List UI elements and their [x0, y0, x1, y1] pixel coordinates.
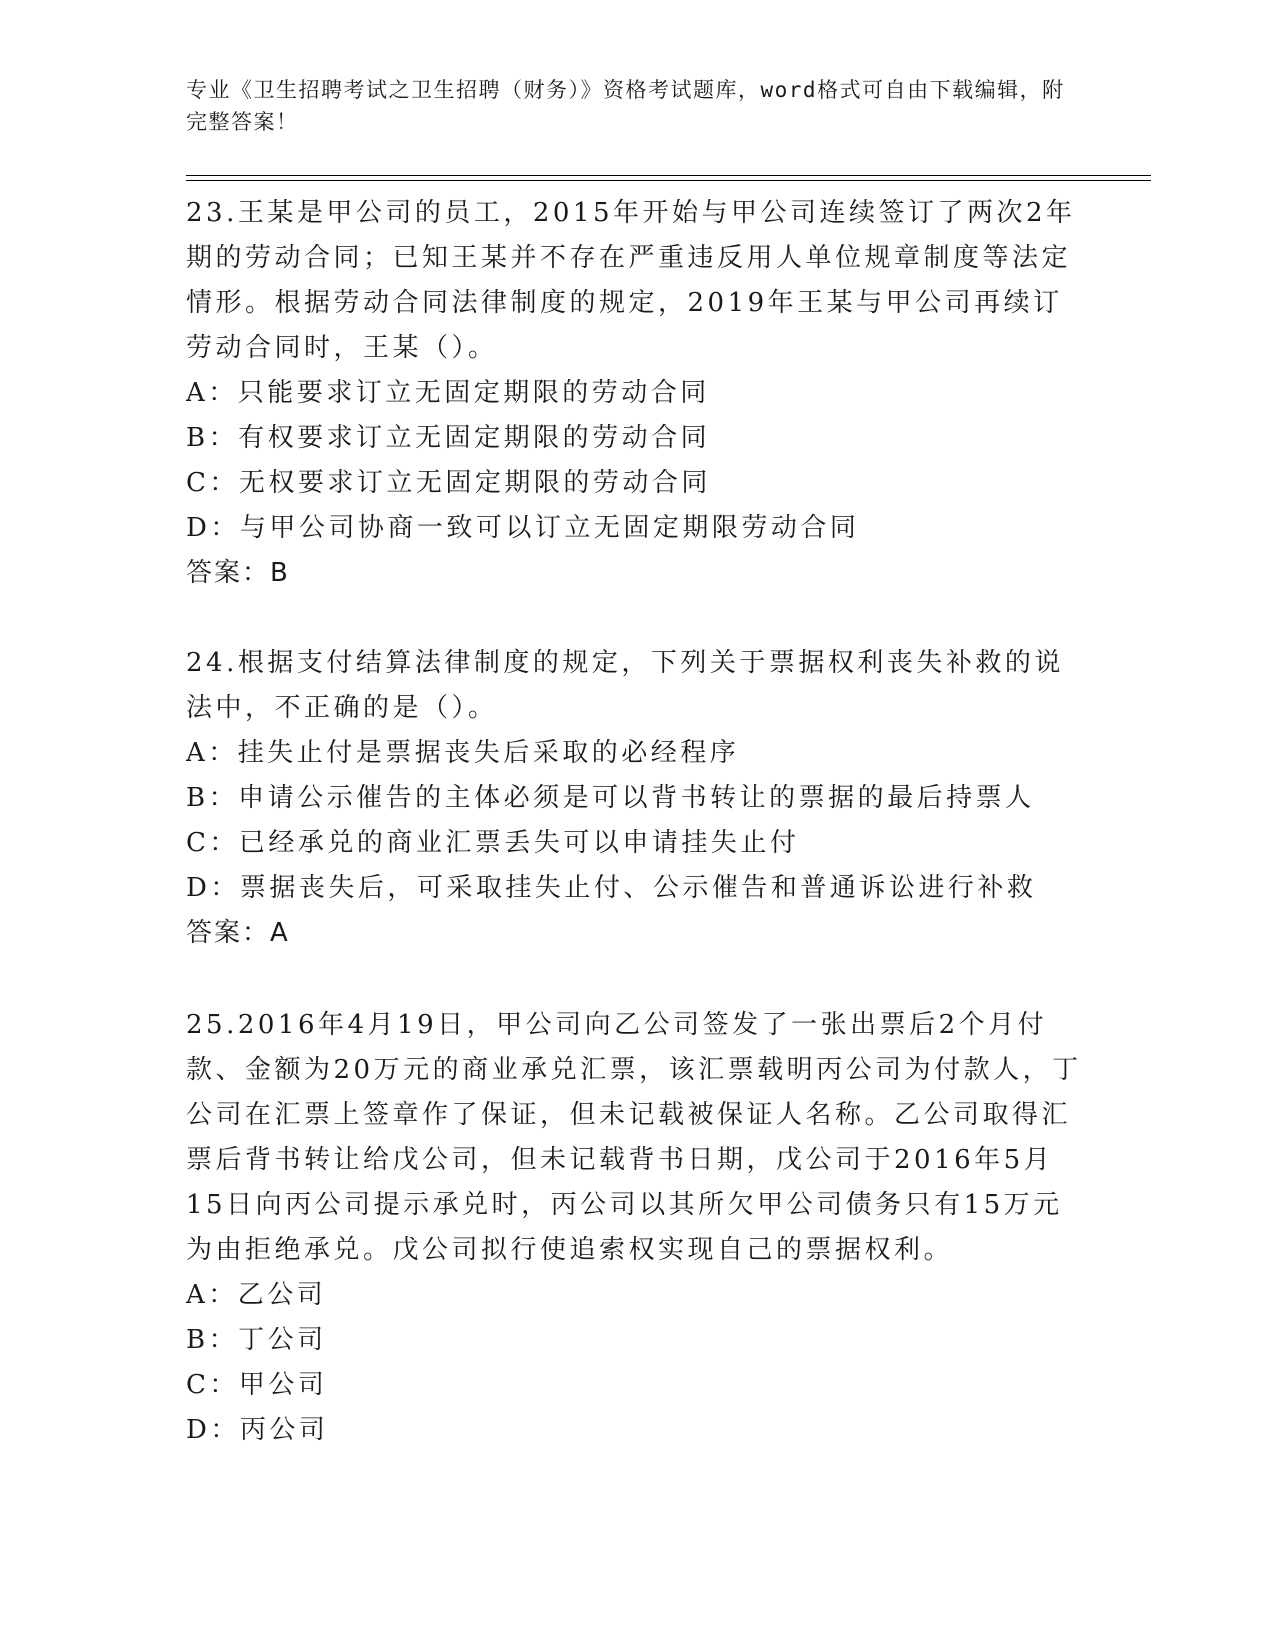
- option-a: A：乙公司: [186, 1280, 327, 1310]
- question-stem: 23.王某是甲公司的员工，2015年开始与甲公司连续签订了两次2年期的劳动合同；已知王某并不存在严重违反用人单位规章制度等法定情形。根据劳动合同法律制度的规定，2019年王某与甲公司再续订劳动合同时，王某（）。: [186, 198, 1076, 363]
- option-d: D：票据丧失后，可采取挂失止付、公示催告和普通诉讼进行补救: [186, 873, 1037, 903]
- option-c: C：已经承兑的商业汇票丢失可以申请挂失止付: [186, 828, 800, 858]
- answer-line: 答案：B: [186, 558, 290, 588]
- option-a: A：只能要求订立无固定期限的劳动合同: [186, 378, 710, 408]
- option-c: C：甲公司: [186, 1370, 328, 1400]
- option-c: C：无权要求订立无固定期限的劳动合同: [186, 468, 711, 498]
- question-stem: 25.2016年4月19日，甲公司向乙公司签发了一张出票后2个月付款、金额为20万元的商业承兑汇票，该汇票载明丙公司为付款人，丁公司在汇票上签章作了保证，但未记载被保证人名称。乙公司取得汇票后背书转让给戊公司，但未记载背书日期，戊公司于2016年5月15日向丙公司提示承兑时，丙公司以其所欠甲公司债务只有15万元为由拒绝承兑。戊公司拟行使追索权实现自己的票据权利。: [186, 1010, 1082, 1265]
- page-header-note: 专业《卫生招聘考试之卫生招聘（财务）》资格考试题库，word格式可自由下载编辑，附完整答案！: [186, 78, 1065, 134]
- question-25: [186, 1003, 1086, 1453]
- answer-line: 答案：A: [186, 918, 290, 948]
- option-b: B：有权要求订立无固定期限的劳动合同: [186, 423, 711, 453]
- option-b: B：丁公司: [186, 1325, 327, 1355]
- question-stem: 24.根据支付结算法律制度的规定，下列关于票据权利丧失补救的说法中，不正确的是（）。: [186, 648, 1064, 723]
- option-a: A：挂失止付是票据丧失后采取的必经程序: [186, 738, 740, 768]
- header-divider-top: [186, 175, 1151, 176]
- option-b: B：申请公示催告的主体必须是可以背书转让的票据的最后持票人: [186, 783, 1035, 813]
- option-d: D：与甲公司协商一致可以订立无固定期限劳动合同: [186, 513, 860, 543]
- header-divider-bottom: [186, 180, 1151, 181]
- option-d: D：丙公司: [186, 1415, 329, 1445]
- question-23: [186, 191, 1086, 596]
- question-24: [186, 641, 1086, 956]
